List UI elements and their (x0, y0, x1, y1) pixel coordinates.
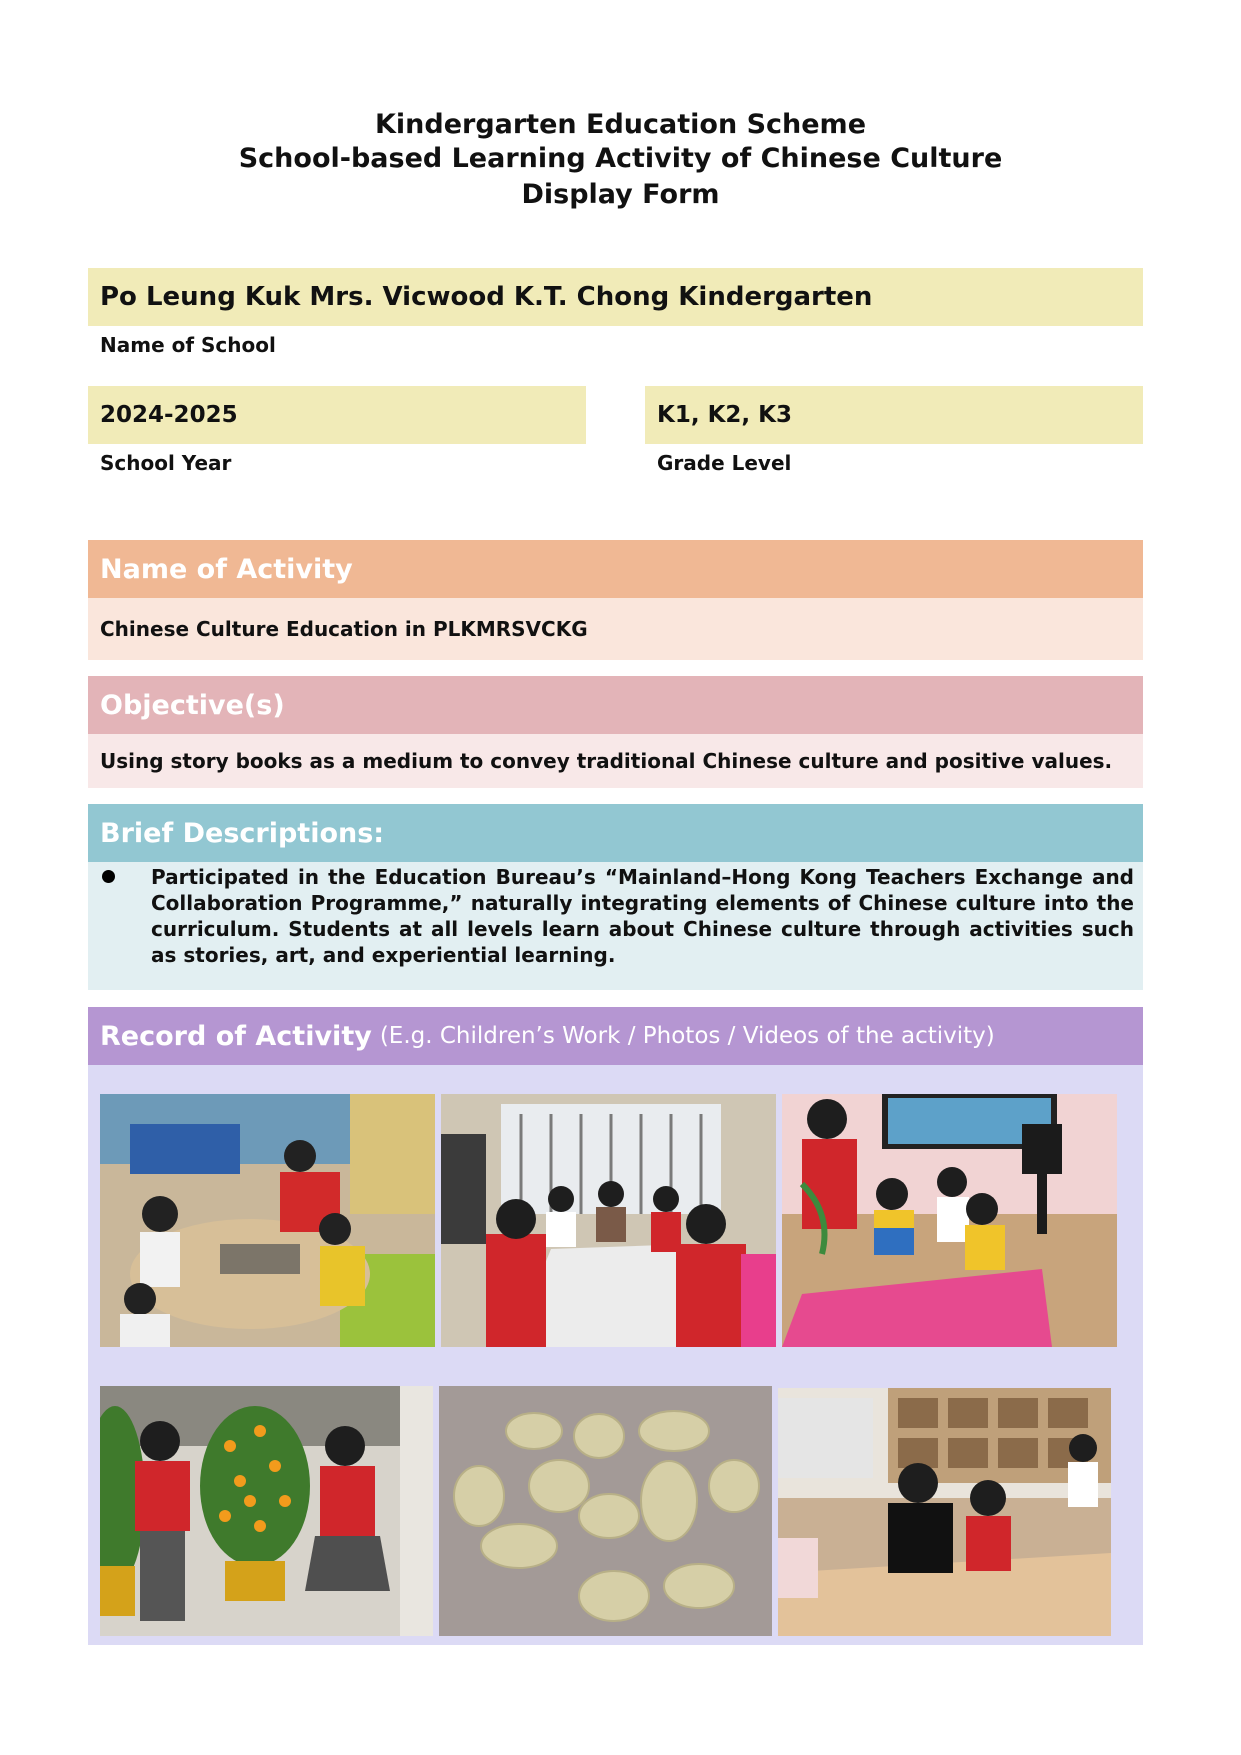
grade-level-value: K1, K2, K3 (657, 402, 792, 428)
photo-story-time-mat (782, 1094, 1117, 1347)
photo-classroom-activity (100, 1094, 435, 1347)
title-line-3: Display Form (521, 179, 720, 210)
description-text: Participated in the Education Bureau’s “Mainland–Hong Kong Teachers Exchange and Collaboration Programme,” naturally integrating elements of Chinese culture into the curriculum. Students at all levels learn about Chinese culture through activities such as stories, art, and experiential learning. (151, 865, 1134, 967)
activity-heading-text: Name of Activity (100, 553, 353, 585)
title-line-2: School-based Learning Activity of Chinese Culture (238, 143, 1003, 174)
grade-level-field (645, 386, 1143, 444)
descriptions-heading (88, 804, 1143, 862)
descriptions-body (88, 862, 1143, 990)
school-year-label: School Year (100, 451, 232, 475)
photo-classroom-craft (778, 1388, 1111, 1636)
objectives-heading-text: Objective(s) (100, 689, 285, 721)
activity-body (88, 598, 1143, 660)
activity-value: Chinese Culture Education in PLKMRSVCKG (100, 617, 588, 641)
activity-heading (88, 540, 1143, 598)
school-name-label: Name of School (100, 333, 276, 357)
record-heading (88, 1007, 1143, 1065)
record-subheading: (E.g. Children’s Work / Photos / Videos of the activity) (379, 1023, 995, 1049)
photo-dumplings (439, 1386, 772, 1636)
title-line-1: Kindergarten Education Scheme (374, 109, 867, 140)
record-heading-text: Record of Activity (100, 1020, 372, 1052)
photo-teachers-meeting (441, 1094, 776, 1347)
photo-mandarin-trees (100, 1386, 433, 1636)
objectives-body (88, 734, 1143, 788)
bullet-dot-icon (102, 870, 115, 883)
objectives-heading (88, 676, 1143, 734)
objectives-value: Using story books as a medium to convey traditional Chinese culture and positive values. (100, 749, 1113, 773)
descriptions-heading-text: Brief Descriptions: (100, 817, 385, 849)
form-title (0, 108, 1241, 212)
grade-level-label: Grade Level (657, 451, 792, 475)
school-year-field (88, 386, 586, 444)
school-name-value: Po Leung Kuk Mrs. Vicwood K.T. Chong Kindergarten (100, 282, 873, 312)
school-name-field (88, 268, 1143, 326)
description-bullet-item (88, 862, 1143, 968)
school-year-value: 2024-2025 (100, 402, 238, 428)
